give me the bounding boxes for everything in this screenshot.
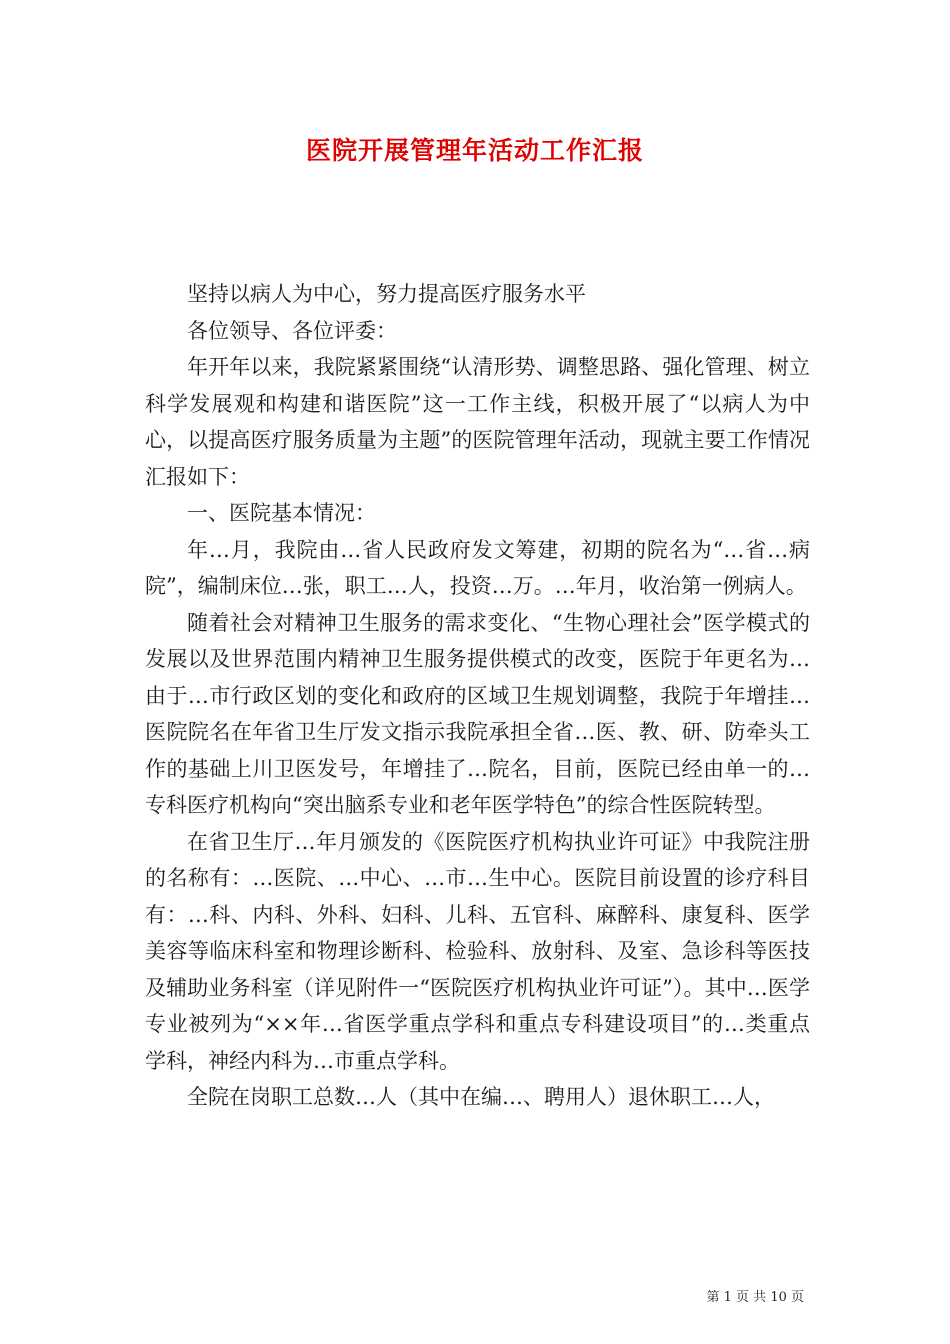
page-number: 第 1 页 共 10 页 [706,1290,804,1305]
paragraph-transformation: 随着社会对精神卫生服务的需求变化、“生物心理社会”医学模式的发展以及世界范围内精神卫生服务提供模式的改变，医院于年更名为…由于…市行政区划的变化和政府的区域卫生规划调整，我院于年增挂…医院院名在年省卫生厅发文指示我院承担全省…医、教、研、防牵头工作的基础上川卫医发号，年增挂了…院名，目前，医院已经由单一的…专科医疗机构向“突出脑系专业和老年医学特色”的综合性医院转型。 [145,610,810,817]
paragraph-greeting: 各位领导、各位评委： [187,318,397,343]
paragraph-intro: 年开年以来，我院紧紧围绕“认清形势、调整思路、强化管理、树立科学发展观和构建和谐医院”这一工作主线，积极开展了“以病人为中心，以提高医疗服务质量为主题”的医院管理年活动，现就主要工作情况汇报如下： [145,355,810,489]
paragraph-staff: 全院在岗职工总数…人（其中在编…、聘用人）退休职工…人， [187,1085,775,1109]
paragraph-founding: 年…月，我院由…省人民政府发文筹建，初期的院名为“…省…病院”，编制床位…张，职工…人，投资…万。…年月，收治第一例病人。 [145,537,810,598]
section-heading-basic-info: 一、医院基本情况： [187,501,376,525]
paragraph-license: 在省卫生厅…年月颁发的《医院医疗机构执业许可证》中我院注册的名称有：…医院、…中心、…市…生中心。医院目前设置的诊疗科目有：…科、内科、外科、妇科、儿科、五官科、麻醉科、康复科、医学美容等临床科室和物理诊断科、检验科、放射科、及室、急诊科等医技及辅助业务科室（详见附件一“医院医疗机构执业许可证”）。其中…医学专业被列为“××年…省医学重点学科和重点专科建设项目”的…类重点学科，神经内科为…市重点学科。 [145,829,810,1073]
document-title: 医院开展管理年活动工作汇报 [305,136,644,165]
paragraph-subtitle: 坚持以病人为中心，努力提高医疗服务水平 [187,282,586,306]
document-body [145,276,810,1116]
